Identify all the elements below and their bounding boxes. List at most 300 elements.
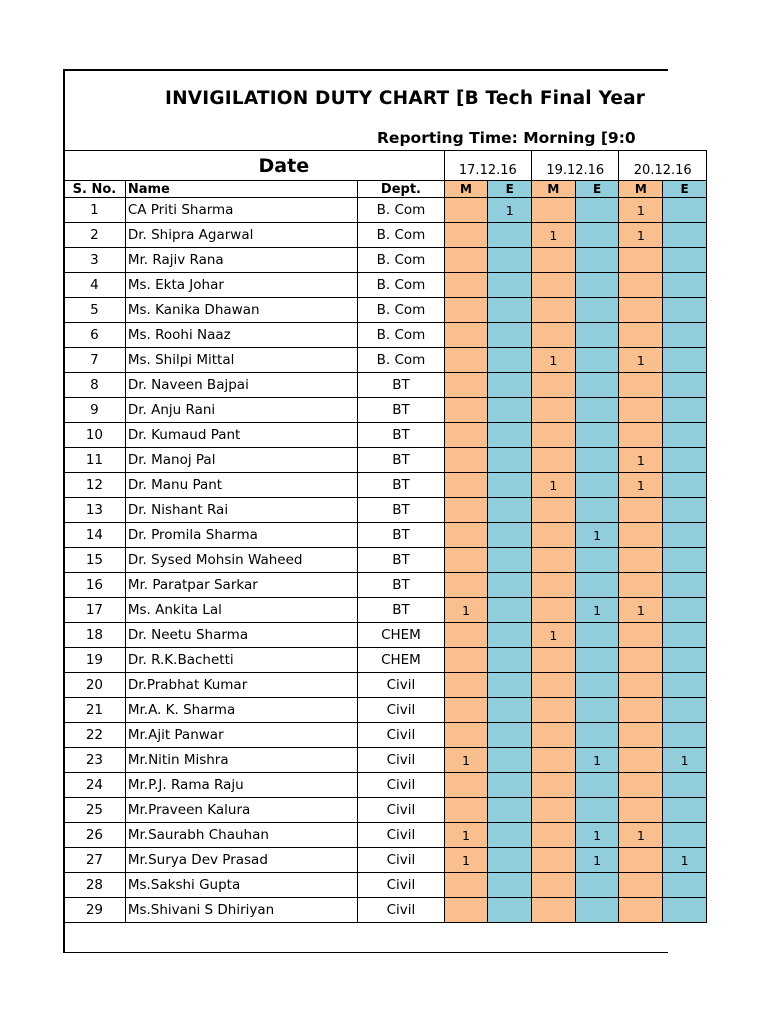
serial-number-cell: 25 — [64, 798, 126, 823]
evening-duty-cell — [575, 798, 619, 823]
morning-duty-cell: 1 — [619, 598, 663, 623]
morning-duty-cell — [532, 598, 576, 623]
reporting-time: Reporting Time: Morning [9:0 — [377, 129, 636, 147]
evening-duty-cell — [575, 673, 619, 698]
dept-cell: Civil — [358, 698, 444, 723]
name-cell: Dr. Kumaud Pant — [125, 423, 357, 448]
day-header: 20.12.16 — [619, 151, 707, 181]
morning-duty-cell: 1 — [619, 223, 663, 248]
duty-chart-sheet — [63, 69, 692, 953]
morning-duty-cell — [444, 348, 488, 373]
morning-duty-cell — [619, 573, 663, 598]
name-cell: Dr. Promila Sharma — [125, 523, 357, 548]
name-cell: Ms.Sakshi Gupta — [125, 873, 357, 898]
table-row — [64, 473, 707, 498]
morning-duty-cell — [532, 648, 576, 673]
dept-cell: Civil — [358, 673, 444, 698]
evening-session-header: E — [488, 181, 532, 198]
evening-duty-cell: 1 — [575, 748, 619, 773]
evening-duty-cell — [663, 823, 707, 848]
evening-duty-cell — [488, 823, 532, 848]
evening-duty-cell — [663, 198, 707, 223]
dept-cell: BT — [358, 398, 444, 423]
morning-duty-cell — [619, 898, 663, 923]
dept-cell: BT — [358, 448, 444, 473]
table-row — [64, 223, 707, 248]
morning-duty-cell — [619, 498, 663, 523]
morning-duty-cell — [532, 398, 576, 423]
table-row — [64, 648, 707, 673]
evening-duty-cell — [663, 373, 707, 398]
morning-duty-cell — [444, 398, 488, 423]
morning-duty-cell — [444, 473, 488, 498]
dept-cell: B. Com — [358, 223, 444, 248]
name-cell: Dr. Sysed Mohsin Waheed — [125, 548, 357, 573]
evening-duty-cell — [575, 473, 619, 498]
morning-duty-cell — [444, 298, 488, 323]
dept-cell: B. Com — [358, 198, 444, 223]
name-cell: Dr. Nishant Rai — [125, 498, 357, 523]
morning-duty-cell: 1 — [619, 348, 663, 373]
evening-duty-cell — [663, 348, 707, 373]
evening-duty-cell — [663, 473, 707, 498]
table-row — [64, 448, 707, 473]
evening-duty-cell — [488, 398, 532, 423]
evening-duty-cell — [663, 873, 707, 898]
dept-cell: Civil — [358, 848, 444, 873]
serial-number-cell: 9 — [64, 398, 126, 423]
name-cell: Ms.Shivani S Dhiriyan — [125, 898, 357, 923]
name-cell: Mr. Paratpar Sarkar — [125, 573, 357, 598]
morning-duty-cell — [532, 448, 576, 473]
evening-duty-cell — [488, 223, 532, 248]
sno-header: S. No. — [64, 181, 126, 198]
dept-header: Dept. — [358, 181, 444, 198]
serial-number-cell: 2 — [64, 223, 126, 248]
evening-duty-cell — [663, 573, 707, 598]
table-row — [64, 598, 707, 623]
evening-duty-cell — [575, 573, 619, 598]
morning-duty-cell — [532, 273, 576, 298]
serial-number-cell: 15 — [64, 548, 126, 573]
dept-cell: Civil — [358, 723, 444, 748]
morning-duty-cell — [444, 498, 488, 523]
name-cell: Dr. Neetu Sharma — [125, 623, 357, 648]
table-row — [64, 823, 707, 848]
evening-duty-cell — [488, 298, 532, 323]
morning-duty-cell — [532, 723, 576, 748]
morning-duty-cell — [619, 248, 663, 273]
table-row — [64, 748, 707, 773]
evening-duty-cell — [663, 398, 707, 423]
dept-cell: CHEM — [358, 623, 444, 648]
name-cell: Dr.Prabhat Kumar — [125, 673, 357, 698]
serial-number-cell: 4 — [64, 273, 126, 298]
serial-number-cell: 27 — [64, 848, 126, 873]
evening-duty-cell — [575, 248, 619, 273]
evening-duty-cell — [575, 373, 619, 398]
name-cell: Dr. Shipra Agarwal — [125, 223, 357, 248]
evening-duty-cell — [488, 498, 532, 523]
morning-duty-cell: 1 — [619, 823, 663, 848]
morning-duty-cell — [532, 523, 576, 548]
dept-cell: B. Com — [358, 323, 444, 348]
evening-duty-cell — [663, 898, 707, 923]
name-cell: Dr. Manu Pant — [125, 473, 357, 498]
serial-number-cell: 5 — [64, 298, 126, 323]
morning-session-header: M — [532, 181, 576, 198]
duty-rows — [64, 198, 707, 923]
dept-cell: BT — [358, 498, 444, 523]
serial-number-cell: 12 — [64, 473, 126, 498]
table-row — [64, 423, 707, 448]
morning-duty-cell — [532, 323, 576, 348]
morning-duty-cell — [532, 548, 576, 573]
serial-number-cell: 14 — [64, 523, 126, 548]
morning-duty-cell: 1 — [444, 823, 488, 848]
morning-duty-cell — [532, 698, 576, 723]
serial-number-cell: 7 — [64, 348, 126, 373]
morning-duty-cell: 1 — [532, 623, 576, 648]
morning-duty-cell — [619, 623, 663, 648]
evening-duty-cell: 1 — [575, 523, 619, 548]
evening-duty-cell — [488, 573, 532, 598]
morning-duty-cell — [444, 773, 488, 798]
morning-session-header: M — [619, 181, 663, 198]
serial-number-cell: 24 — [64, 773, 126, 798]
evening-duty-cell — [488, 273, 532, 298]
dept-cell: Civil — [358, 798, 444, 823]
table-row — [64, 898, 707, 923]
evening-duty-cell: 1 — [575, 598, 619, 623]
morning-duty-cell — [444, 898, 488, 923]
dept-cell: B. Com — [358, 248, 444, 273]
evening-duty-cell — [663, 723, 707, 748]
evening-duty-cell — [488, 798, 532, 823]
name-cell: Mr.Saurabh Chauhan — [125, 823, 357, 848]
evening-duty-cell — [488, 373, 532, 398]
morning-duty-cell — [444, 648, 488, 673]
morning-duty-cell — [619, 848, 663, 873]
morning-duty-cell: 1 — [619, 198, 663, 223]
table-row — [64, 323, 707, 348]
morning-duty-cell — [444, 873, 488, 898]
evening-duty-cell — [488, 873, 532, 898]
dept-cell: BT — [358, 523, 444, 548]
morning-duty-cell — [444, 248, 488, 273]
morning-duty-cell — [532, 898, 576, 923]
table-row — [64, 348, 707, 373]
evening-duty-cell — [575, 773, 619, 798]
evening-duty-cell — [575, 323, 619, 348]
evening-duty-cell — [663, 448, 707, 473]
morning-duty-cell — [444, 723, 488, 748]
morning-duty-cell — [619, 673, 663, 698]
serial-number-cell: 8 — [64, 373, 126, 398]
day-header: 19.12.16 — [532, 151, 619, 181]
dept-cell: BT — [358, 373, 444, 398]
evening-duty-cell — [663, 248, 707, 273]
morning-duty-cell: 1 — [532, 223, 576, 248]
morning-duty-cell — [444, 698, 488, 723]
table-row — [64, 873, 707, 898]
morning-duty-cell: 1 — [532, 473, 576, 498]
morning-duty-cell — [444, 798, 488, 823]
name-cell: Ms. Shilpi Mittal — [125, 348, 357, 373]
evening-duty-cell — [575, 298, 619, 323]
morning-duty-cell — [532, 873, 576, 898]
serial-number-cell: 11 — [64, 448, 126, 473]
table-row — [64, 698, 707, 723]
name-cell: Ms. Ankita Lal — [125, 598, 357, 623]
morning-duty-cell — [619, 423, 663, 448]
morning-duty-cell: 1 — [444, 848, 488, 873]
table-row — [64, 298, 707, 323]
dept-cell: Civil — [358, 898, 444, 923]
dept-cell: BT — [358, 473, 444, 498]
evening-duty-cell — [488, 673, 532, 698]
dept-cell: B. Com — [358, 298, 444, 323]
evening-duty-cell: 1 — [488, 198, 532, 223]
morning-duty-cell — [532, 373, 576, 398]
serial-number-cell: 1 — [64, 198, 126, 223]
evening-duty-cell — [663, 423, 707, 448]
serial-number-cell: 26 — [64, 823, 126, 848]
serial-number-cell: 13 — [64, 498, 126, 523]
evening-duty-cell — [663, 498, 707, 523]
morning-duty-cell — [444, 448, 488, 473]
name-cell: Dr. Anju Rani — [125, 398, 357, 423]
evening-duty-cell: 1 — [575, 823, 619, 848]
morning-duty-cell — [444, 548, 488, 573]
evening-duty-cell — [488, 848, 532, 873]
evening-duty-cell — [575, 623, 619, 648]
duty-table — [63, 150, 707, 923]
evening-duty-cell — [663, 673, 707, 698]
evening-duty-cell: 1 — [663, 848, 707, 873]
name-cell: Mr.Nitin Mishra — [125, 748, 357, 773]
name-cell: CA Priti Sharma — [125, 198, 357, 223]
table-row — [64, 548, 707, 573]
morning-duty-cell — [619, 748, 663, 773]
morning-duty-cell — [444, 373, 488, 398]
morning-duty-cell — [532, 573, 576, 598]
table-row — [64, 198, 707, 223]
evening-duty-cell — [663, 548, 707, 573]
table-row — [64, 848, 707, 873]
serial-number-cell: 21 — [64, 698, 126, 723]
evening-duty-cell — [663, 323, 707, 348]
evening-duty-cell — [488, 698, 532, 723]
dept-cell: BT — [358, 598, 444, 623]
name-cell: Mr.Surya Dev Prasad — [125, 848, 357, 873]
table-row — [64, 248, 707, 273]
morning-duty-cell — [532, 248, 576, 273]
morning-duty-cell — [619, 723, 663, 748]
day-header: 17.12.16 — [444, 151, 531, 181]
evening-duty-cell — [488, 773, 532, 798]
serial-number-cell: 18 — [64, 623, 126, 648]
serial-number-cell: 10 — [64, 423, 126, 448]
evening-duty-cell — [663, 648, 707, 673]
serial-number-cell: 17 — [64, 598, 126, 623]
dept-cell: Civil — [358, 773, 444, 798]
serial-number-cell: 3 — [64, 248, 126, 273]
evening-duty-cell — [488, 898, 532, 923]
morning-duty-cell — [619, 798, 663, 823]
evening-duty-cell — [575, 723, 619, 748]
name-cell: Ms. Ekta Johar — [125, 273, 357, 298]
evening-duty-cell — [663, 598, 707, 623]
morning-duty-cell: 1 — [444, 748, 488, 773]
morning-duty-cell — [532, 198, 576, 223]
evening-duty-cell — [575, 698, 619, 723]
morning-duty-cell: 1 — [532, 348, 576, 373]
name-cell: Ms. Roohi Naaz — [125, 323, 357, 348]
evening-duty-cell — [663, 773, 707, 798]
morning-duty-cell: 1 — [444, 598, 488, 623]
dept-cell: BT — [358, 573, 444, 598]
evening-duty-cell — [488, 323, 532, 348]
name-cell: Ms. Kanika Dhawan — [125, 298, 357, 323]
date-header: Date — [64, 151, 445, 181]
morning-duty-cell — [619, 773, 663, 798]
evening-duty-cell — [663, 798, 707, 823]
morning-duty-cell — [532, 773, 576, 798]
evening-duty-cell — [663, 623, 707, 648]
evening-duty-cell — [488, 723, 532, 748]
evening-duty-cell — [488, 748, 532, 773]
morning-duty-cell — [532, 298, 576, 323]
morning-duty-cell — [444, 423, 488, 448]
morning-duty-cell — [532, 848, 576, 873]
name-cell: Mr.A. K. Sharma — [125, 698, 357, 723]
evening-duty-cell — [663, 223, 707, 248]
name-cell: Dr. R.K.Bachetti — [125, 648, 357, 673]
morning-duty-cell — [444, 523, 488, 548]
evening-duty-cell — [488, 598, 532, 623]
morning-duty-cell — [619, 398, 663, 423]
evening-duty-cell — [575, 273, 619, 298]
table-row — [64, 373, 707, 398]
morning-duty-cell — [532, 673, 576, 698]
name-cell: Dr. Naveen Bajpai — [125, 373, 357, 398]
morning-duty-cell — [444, 623, 488, 648]
morning-duty-cell — [444, 573, 488, 598]
dept-cell: B. Com — [358, 273, 444, 298]
evening-duty-cell — [575, 398, 619, 423]
chart-title: INVIGILATION DUTY CHART [B Tech Final Year — [165, 88, 646, 109]
table-row — [64, 573, 707, 598]
evening-duty-cell — [575, 198, 619, 223]
serial-number-cell: 19 — [64, 648, 126, 673]
evening-duty-cell — [663, 698, 707, 723]
evening-duty-cell — [575, 648, 619, 673]
serial-number-cell: 20 — [64, 673, 126, 698]
table-row — [64, 773, 707, 798]
evening-duty-cell — [488, 548, 532, 573]
morning-duty-cell — [619, 873, 663, 898]
morning-session-header: M — [444, 181, 488, 198]
table-row — [64, 673, 707, 698]
evening-duty-cell — [663, 298, 707, 323]
serial-number-cell: 29 — [64, 898, 126, 923]
name-header: Name — [125, 181, 357, 198]
evening-duty-cell — [575, 873, 619, 898]
morning-duty-cell — [619, 298, 663, 323]
morning-duty-cell — [619, 648, 663, 673]
morning-duty-cell — [619, 548, 663, 573]
evening-duty-cell — [575, 548, 619, 573]
dept-cell: B. Com — [358, 348, 444, 373]
serial-number-cell: 22 — [64, 723, 126, 748]
evening-session-header: E — [663, 181, 707, 198]
evening-duty-cell — [575, 448, 619, 473]
evening-duty-cell: 1 — [663, 748, 707, 773]
evening-duty-cell — [488, 648, 532, 673]
table-row — [64, 623, 707, 648]
morning-duty-cell — [532, 423, 576, 448]
serial-number-cell: 6 — [64, 323, 126, 348]
dept-cell: Civil — [358, 823, 444, 848]
evening-duty-cell — [488, 348, 532, 373]
morning-duty-cell — [532, 748, 576, 773]
name-cell: Dr. Manoj Pal — [125, 448, 357, 473]
evening-duty-cell — [488, 473, 532, 498]
dept-cell: Civil — [358, 748, 444, 773]
morning-duty-cell — [619, 523, 663, 548]
evening-duty-cell — [488, 448, 532, 473]
evening-duty-cell — [488, 623, 532, 648]
evening-duty-cell — [575, 348, 619, 373]
evening-duty-cell — [575, 223, 619, 248]
evening-duty-cell — [663, 523, 707, 548]
morning-duty-cell — [444, 323, 488, 348]
table-row — [64, 798, 707, 823]
table-row — [64, 398, 707, 423]
evening-duty-cell — [488, 248, 532, 273]
evening-duty-cell — [663, 273, 707, 298]
morning-duty-cell — [444, 223, 488, 248]
table-row — [64, 498, 707, 523]
table-row — [64, 723, 707, 748]
morning-duty-cell: 1 — [619, 473, 663, 498]
serial-number-cell: 16 — [64, 573, 126, 598]
evening-duty-cell — [575, 498, 619, 523]
morning-duty-cell — [619, 323, 663, 348]
dept-cell: BT — [358, 423, 444, 448]
morning-duty-cell — [532, 823, 576, 848]
evening-duty-cell — [575, 898, 619, 923]
morning-duty-cell — [619, 273, 663, 298]
dept-cell: BT — [358, 548, 444, 573]
table-row — [64, 523, 707, 548]
serial-number-cell: 23 — [64, 748, 126, 773]
morning-duty-cell — [444, 198, 488, 223]
evening-session-header: E — [575, 181, 619, 198]
morning-duty-cell — [444, 673, 488, 698]
evening-duty-cell — [488, 523, 532, 548]
morning-duty-cell — [619, 698, 663, 723]
evening-duty-cell — [575, 423, 619, 448]
morning-duty-cell — [532, 498, 576, 523]
serial-number-cell: 28 — [64, 873, 126, 898]
name-cell: Mr. Rajiv Rana — [125, 248, 357, 273]
morning-duty-cell — [532, 798, 576, 823]
dept-cell: CHEM — [358, 648, 444, 673]
morning-duty-cell — [444, 273, 488, 298]
name-cell: Mr.Praveen Kalura — [125, 798, 357, 823]
